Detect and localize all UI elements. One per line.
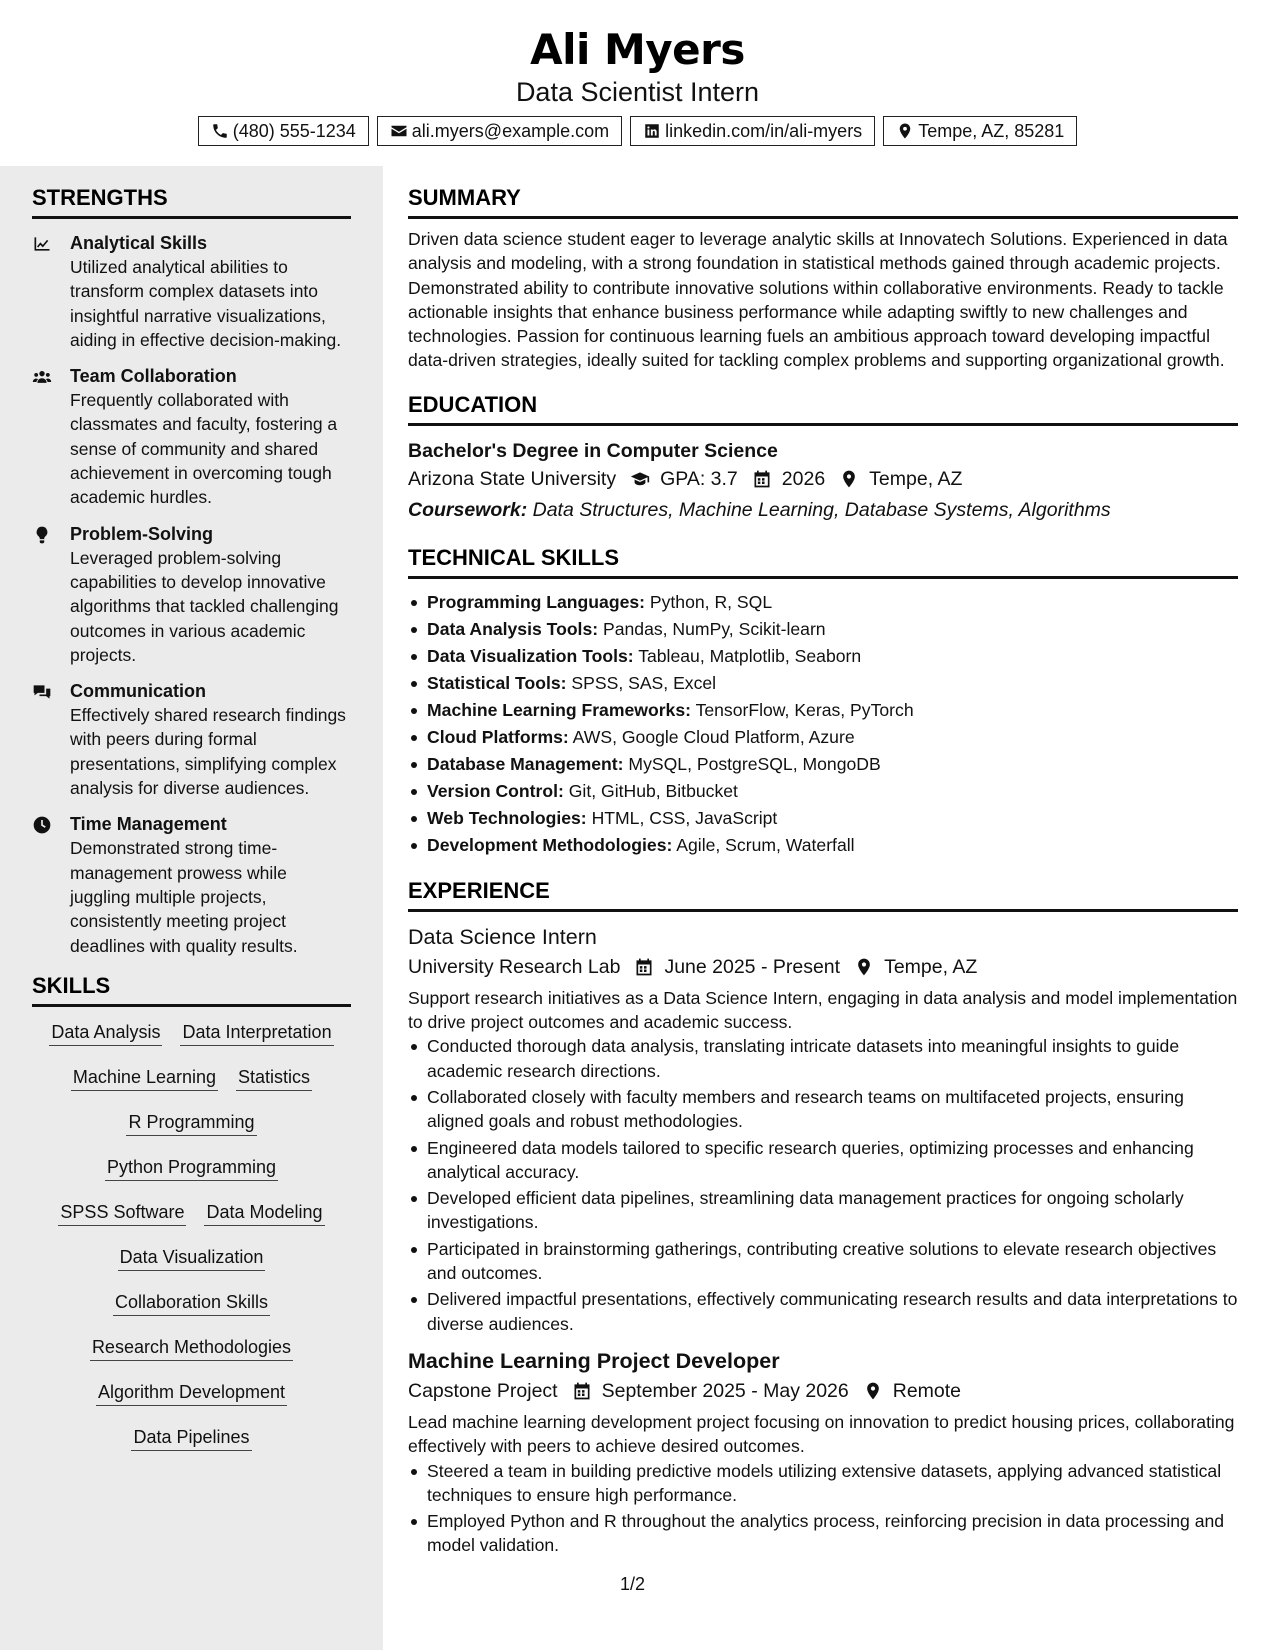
coursework-label: Coursework: [408,498,528,521]
skill-tag: Data Pipelines [131,1424,251,1451]
skill-row [32,1109,351,1154]
skill-tag: Data Visualization [118,1244,266,1271]
job-dates: September 2025 - May 2026 [601,1379,849,1402]
school-location: Tempe, AZ [869,467,963,490]
job-meta [408,952,1238,982]
skill-label: Database Management: [427,753,624,774]
linkedin-icon [643,122,661,140]
skill-tag: Machine Learning [71,1064,218,1091]
list-item [408,805,1238,832]
job-summary: Lead machine learning development project focusing on innovation to predict housing prices, collaborating effectively with peers to achieve desired outcomes. [408,1411,1235,1457]
skill-label: Statistical Tools: [427,672,567,693]
list-item [408,697,1238,724]
strength-title: Problem-Solving [70,523,214,544]
skill-tag: Statistics [236,1064,312,1091]
graduation-year: 2026 [781,467,826,490]
coursework-list: Data Structures, Machine Learning, Database Systems, Algorithms [532,498,1111,521]
strength-description: Effectively shared research findings with peers during formal presentations, simplifying complex analysis for diverse audiences. [70,705,346,799]
skill-value: Python, R, SQL [649,591,773,612]
strength-title: Team Collaboration [70,366,237,387]
skill-label: Machine Learning Frameworks: [427,699,691,720]
list-item: Collaborated closely with faculty members and research teams on multifaceted projects, ensuring aligned goals and robust methodologies. [408,1085,1238,1134]
education-section [408,391,1238,526]
strength-item [32,679,351,800]
strength-title: Communication [70,681,207,702]
skill-value: Agile, Scrum, Waterfall [676,834,855,855]
education-heading: EDUCATION [408,391,1238,426]
skill-row [32,1244,351,1289]
list-item [408,751,1238,778]
summary-heading: SUMMARY [408,184,1238,219]
skill-tag: Collaboration Skills [113,1289,270,1316]
contact-location[interactable] [883,116,1077,146]
strength-item [32,522,351,667]
skill-tag: Research Methodologies [90,1334,293,1361]
job-dates: June 2025 - Present [664,955,841,978]
skill-label: Programming Languages: [427,591,645,612]
page-number: 1/2 [620,1574,646,1594]
job-entry [408,1346,1238,1558]
list-item [408,778,1238,805]
strength-item [32,364,351,509]
job-location: Remote [892,1379,962,1402]
summary-section [408,184,1238,373]
skill-value: MySQL, PostgreSQL, MongoDB [628,753,881,774]
technical-skills-list [408,589,1238,859]
technical-skills-heading: TECHNICAL SKILLS [408,544,1238,579]
calendar-icon [634,957,654,977]
lightbulb-icon [32,525,52,545]
gpa: GPA: 3.7 [660,467,738,490]
job-summary: Support research initiatives as a Data Science Intern, engaging in data analysis and model implementation to drive project outcomes and academic success. [408,987,1238,1033]
strength-description: Demonstrated strong time-management prowess while juggling multiple projects, consistently meeting project deadlines with quality results. [70,838,298,956]
skill-label: Web Technologies: [427,807,587,828]
skill-row [32,1199,351,1244]
job-bullets [408,1459,1238,1558]
phone-text: (480) 555-1234 [232,120,356,141]
job-title: Data Science Intern [408,924,597,949]
contact-bar [0,116,1275,146]
skills-section [32,972,351,1469]
map-marker-icon [854,957,874,977]
calendar-icon [752,469,772,489]
candidate-title: Data Scientist Intern [515,77,760,107]
school-name: Arizona State University [408,467,617,490]
resume-header [0,0,1275,166]
skill-label: Cloud Platforms: [427,726,569,747]
job-location: Tempe, AZ [884,955,978,978]
strength-title: Time Management [70,814,227,835]
strengths-list [32,231,351,958]
skill-value: Git, GitHub, Bitbucket [568,780,738,801]
strength-title: Analytical Skills [70,233,208,253]
experience-heading: EXPERIENCE [408,877,1238,912]
list-item: Participated in brainstorming gatherings, contributing creative solutions to elevate research objectives and outcomes. [408,1237,1238,1286]
contact-linkedin[interactable] [630,116,875,146]
skill-value: HTML, CSS, JavaScript [591,807,778,828]
skill-row [32,1379,351,1424]
skill-row [32,1289,351,1334]
list-item: Employed Python and R throughout the analytics process, reinforcing precision in data processing and model validation. [408,1509,1238,1558]
skill-row [32,1334,351,1379]
list-item [408,616,1238,643]
job-bullets [408,1034,1238,1336]
chart-line-icon [32,234,52,254]
skill-value: TensorFlow, Keras, PyTorch [695,699,914,720]
list-item [408,589,1238,616]
skill-row [32,1154,351,1199]
map-marker-icon [839,469,859,489]
graduation-cap-icon [630,469,650,489]
list-item: Developed efficient data pipelines, streamlining data management practices for ongoing scholarly investigations. [408,1186,1238,1235]
calendar-icon [572,1381,592,1401]
skill-tag: Data Analysis [49,1019,162,1046]
job-entry [408,922,1238,1336]
skill-tag: Data Interpretation [180,1019,333,1046]
envelope-icon [390,122,408,140]
skill-label: Version Control: [427,780,564,801]
skill-label: Development Methodologies: [427,834,673,855]
main-content [408,166,1238,1576]
skill-label: Data Visualization Tools: [427,645,634,666]
candidate-name: Ali Myers [530,25,745,74]
list-item [408,670,1238,697]
skill-value: SPSS, SAS, Excel [571,672,717,693]
comments-icon [32,682,52,702]
skill-row [32,1424,351,1469]
strength-item [32,812,351,957]
skill-row [32,1019,351,1064]
skill-tags [32,1019,351,1469]
strengths-heading: STRENGTHS [32,184,351,219]
skill-tag: Data Modeling [204,1199,324,1226]
skill-label: Data Analysis Tools: [427,618,599,639]
job-meta [408,1376,1238,1406]
list-item [408,643,1238,670]
strength-item [32,231,351,352]
sidebar [0,166,383,1650]
location-text: Tempe, AZ, 85281 [918,120,1065,141]
skill-tag: R Programming [126,1109,256,1136]
list-item: Conducted thorough data analysis, translating intricate datasets into meaningful insights to guide academic research directions. [408,1034,1238,1083]
strength-description: Leveraged problem-solving capabilities to develop innovative algorithms that tackled challenging outcomes in various academic projects. [70,547,339,665]
skill-value: Pandas, NumPy, Scikit-learn [602,618,826,639]
job-org: Capstone Project [408,1379,558,1402]
skills-heading: SKILLS [32,972,351,1007]
linkedin-text: linkedin.com/in/ali-myers [665,120,863,141]
skill-row [32,1064,351,1109]
contact-phone[interactable] [198,116,369,146]
job-title: Machine Learning Project Developer [408,1348,780,1373]
list-item: Delivered impactful presentations, effectively communicating research results and data interpretations to diverse audiences. [408,1287,1238,1336]
users-icon [32,367,52,387]
education-meta [408,464,1238,494]
email-text: ali.myers@example.com [411,120,610,141]
degree: Bachelor's Degree in Computer Science [408,439,778,462]
experience-section [408,877,1238,1558]
technical-skills-section [408,544,1238,859]
strength-description: Utilized analytical abilities to transform complex datasets into insightful narrative visualizations, aiding in effective decision-making. [70,257,342,350]
list-item [408,832,1238,859]
skill-tag: Algorithm Development [96,1379,287,1406]
strength-description: Frequently collaborated with classmates and faculty, fostering a sense of community and shared achievement in overcoming tough academic hurdles. [70,390,338,508]
list-item [408,724,1238,751]
list-item: Steered a team in building predictive models utilizing extensive datasets, applying advanced statistical techniques to ensure high performance. [408,1459,1238,1508]
list-item: Engineered data models tailored to specific research queries, optimizing processes and enhancing analytical accuracy. [408,1136,1238,1185]
clock-icon [32,815,52,835]
contact-email[interactable] [377,116,622,146]
job-org: University Research Lab [408,955,621,978]
coursework [408,494,1238,526]
skill-tag: Python Programming [105,1154,278,1181]
skill-tag: SPSS Software [58,1199,186,1226]
skill-value: AWS, Google Cloud Platform, Azure [572,726,855,747]
skill-value: Tableau, Matplotlib, Seaborn [638,645,862,666]
phone-icon [211,122,229,140]
map-marker-icon [896,122,914,140]
summary-text: Driven data science student eager to leverage analytic skills at Innovatech Solutions. Experienced in data analysis and modeling, with a strong foundation in statistical methods gained through academic projects. Demonstrated ability to contribute innovative solutions within collaborative environments. Ready to tackle actionable insights that enhance business performance while adapting swiftly to new challenges and technologies. Passion for continuous learning fuels an ambitious approach toward developing impactful data-driven strategies, ideally suited for tackling complex problems and supporting organizational growth. [408,229,1228,371]
map-marker-icon [863,1381,883,1401]
